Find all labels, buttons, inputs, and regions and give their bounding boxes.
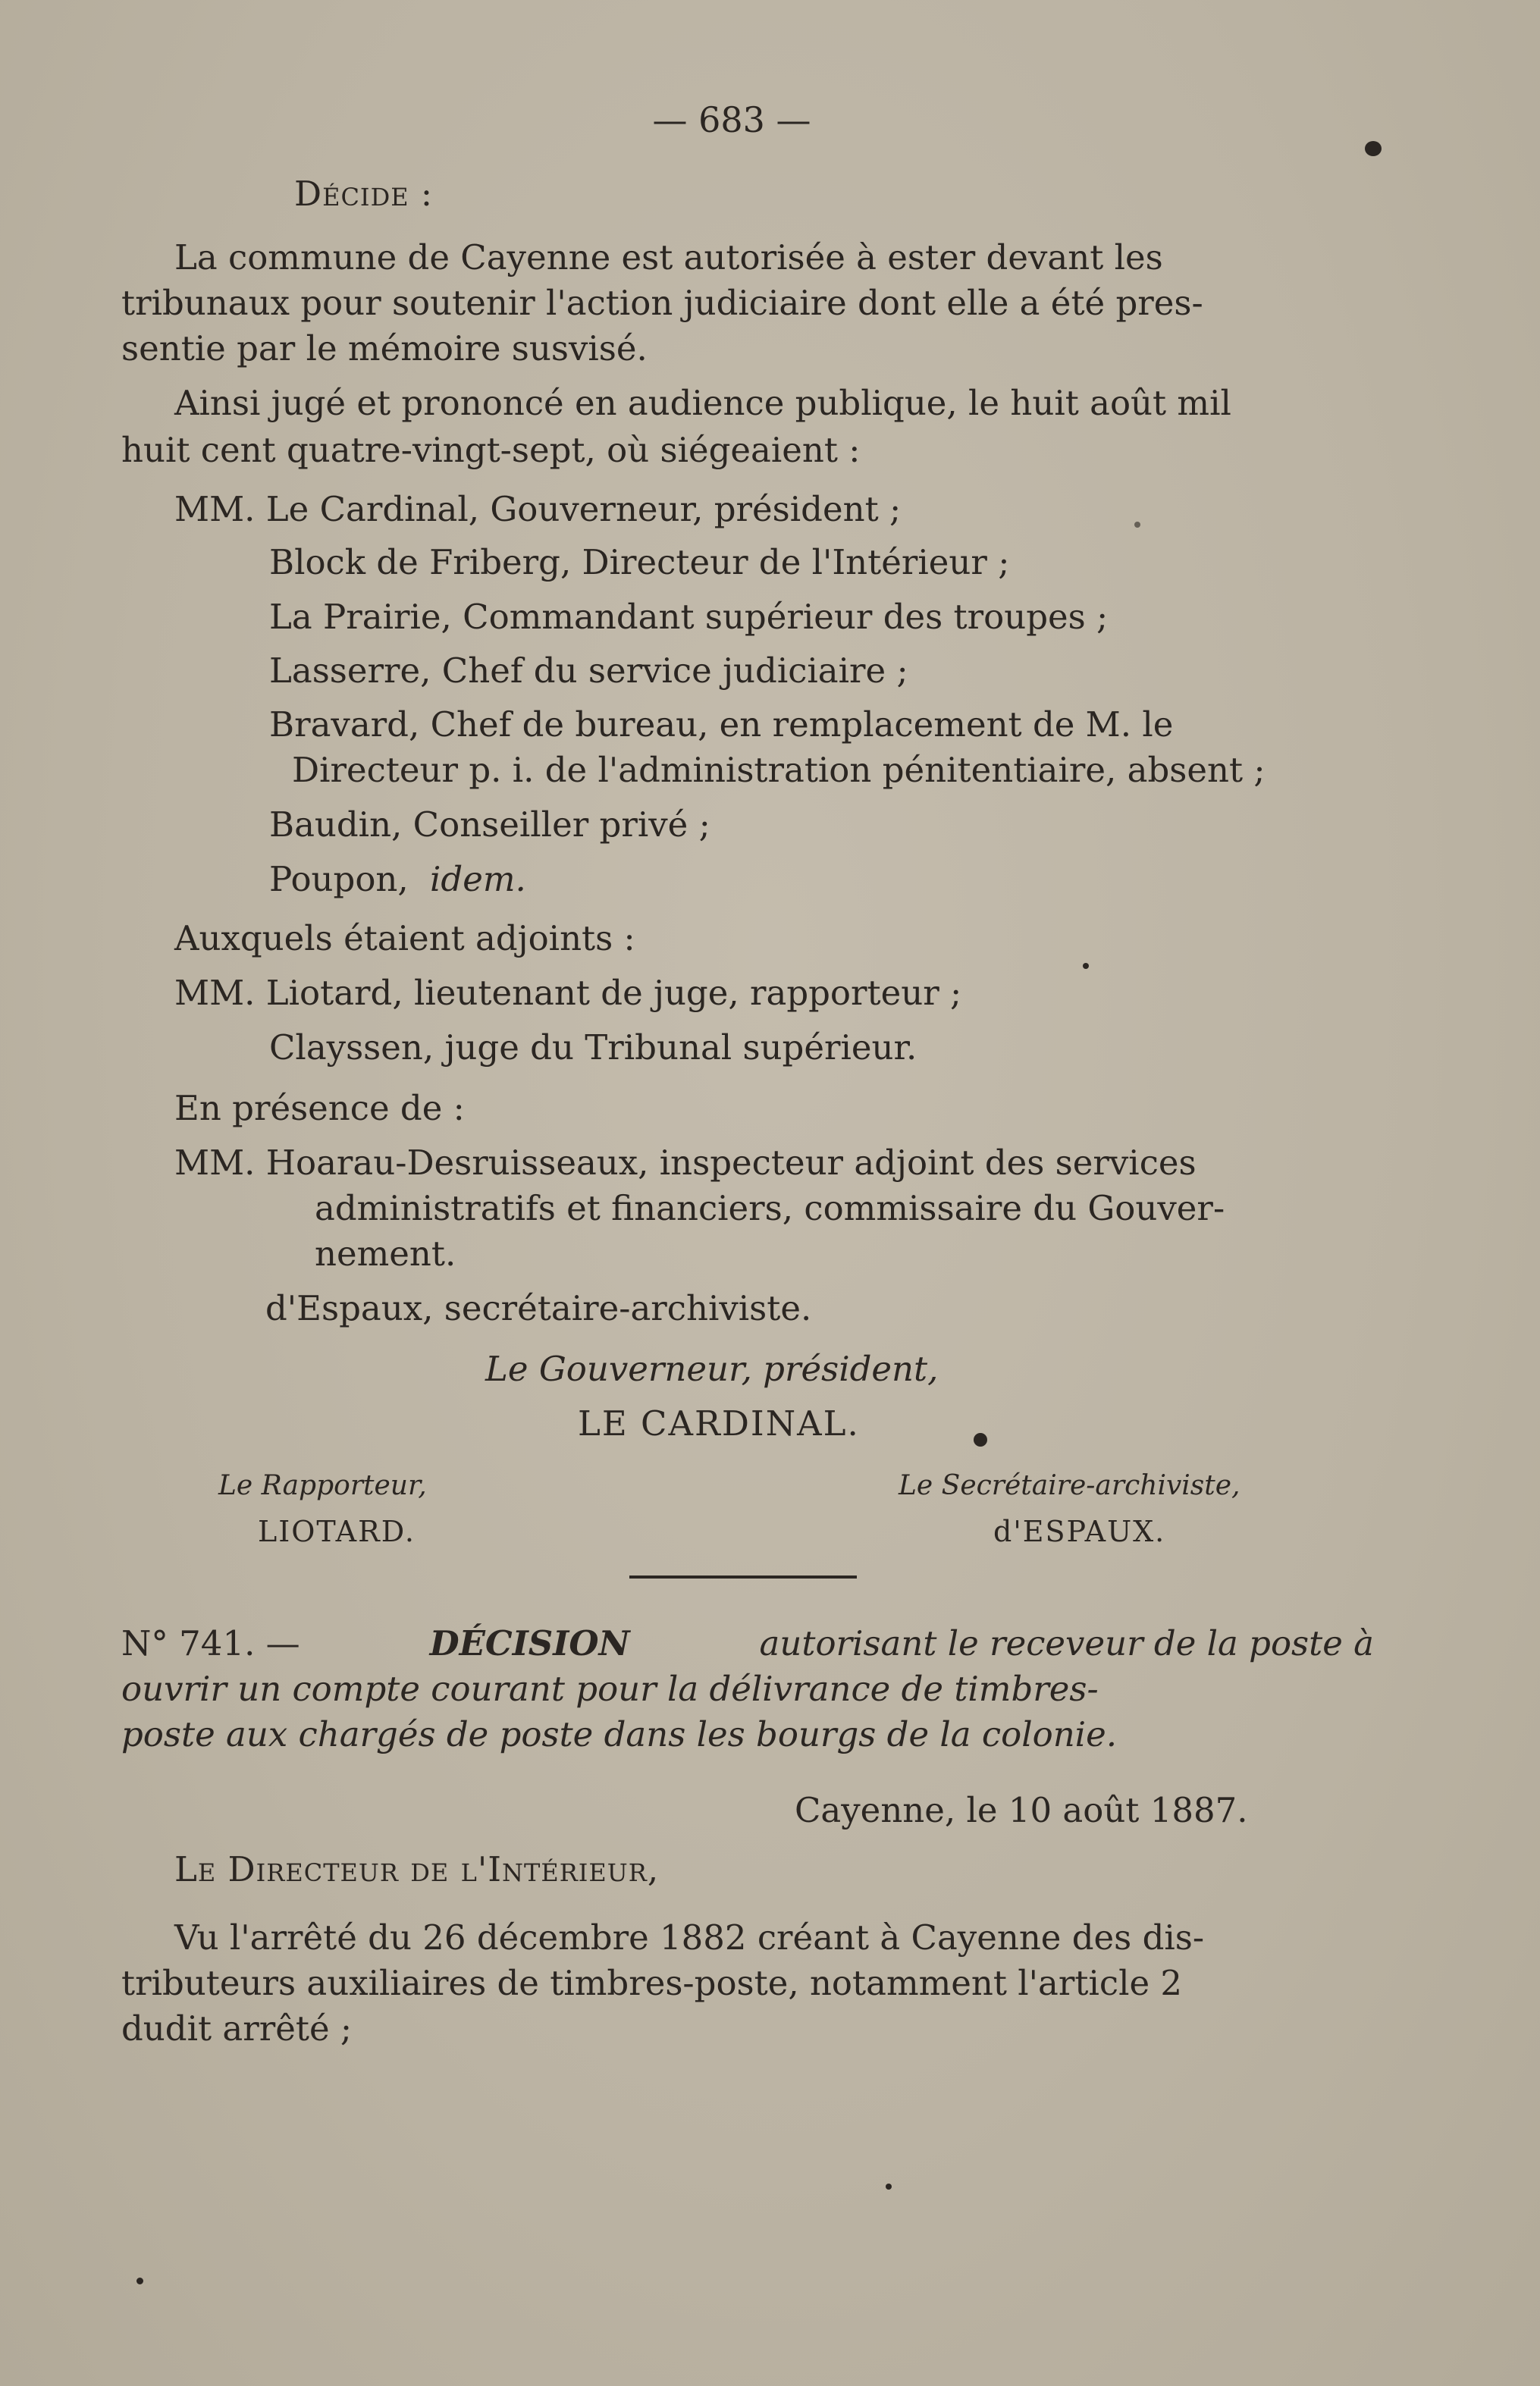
member-line: Block de Friberg, Directeur de l'Intérieur ; (269, 542, 1010, 582)
member-line: La Prairie, Commandant supérieur des troupes ; (269, 597, 1109, 637)
member-line: Baudin, Conseiller privé ; (269, 804, 710, 845)
decide-heading: Décide : (294, 174, 434, 214)
paper-speck (136, 2278, 143, 2284)
text-line: Auxquels étaient adjoints : (174, 918, 635, 958)
section-divider (629, 1576, 857, 1579)
decision-title-line: ouvrir un compte courant pour la délivrance de timbres- (121, 1669, 1099, 1709)
text-line: Ainsi jugé et prononcé en audience publique, le huit août mil (174, 383, 1231, 423)
member-name: Poupon, (269, 859, 409, 899)
paper-speck (1083, 963, 1089, 969)
text-line: huit cent quatre-vingt-sept, où siégeaient : (121, 430, 861, 470)
paper-speck (1365, 141, 1382, 156)
member-line: MM. Liotard, lieutenant de juge, rapporteur ; (174, 973, 962, 1013)
rapporteur-title: Le Rapporteur, (218, 1470, 427, 1501)
member-line (269, 857, 526, 902)
body-line: dudit arrêté ; (121, 2008, 353, 2049)
place-date: Cayenne, le 10 août 1887. (795, 1790, 1248, 1830)
decision-title-line: poste aux chargés de poste dans les bourgs de la colonie. (121, 1714, 1117, 1754)
member-line: Directeur p. i. de l'administration pénitentiaire, absent ; (292, 750, 1266, 790)
decision-number: N° 741. — (121, 1623, 300, 1663)
secretaire-name: d'ESPAUX. (993, 1515, 1166, 1548)
decision-title-line (121, 1621, 1374, 1666)
member-line: MM. Hoarau-Desruisseaux, inspecteur adjoint des services (174, 1143, 1197, 1183)
secretaire-title: Le Secrétaire-archiviste, (899, 1470, 1240, 1501)
member-line: d'Espaux, secrétaire-archiviste. (265, 1288, 812, 1328)
member-line: administratifs et financiers, commissaire du Gouver- (315, 1188, 1225, 1228)
member-line: Lasserre, Chef du service judiciaire ; (269, 651, 908, 691)
paper-speck (1134, 522, 1140, 528)
body-line: tributeurs auxiliaires de timbres-poste, notamment l'article 2 (121, 1963, 1183, 2003)
page-number: — 683 — (652, 99, 811, 140)
text-line: La commune de Cayenne est autorisée à ester devant les (174, 237, 1163, 277)
rapporteur-name: LIOTARD. (258, 1515, 416, 1548)
paper-speck (974, 1433, 987, 1447)
governor-name: LE CARDINAL. (578, 1403, 860, 1444)
decision-author: Le Directeur de l'Intérieur, (174, 1849, 660, 1889)
member-line: MM. Le Cardinal, Gouverneur, président ; (174, 489, 902, 529)
decision-title-text: autorisant le receveur de la poste à (759, 1623, 1374, 1663)
text-line: En présence de : (174, 1088, 465, 1128)
member-role: idem. (430, 859, 526, 899)
member-line: Bravard, Chef de bureau, en remplacement de M. le (269, 704, 1174, 745)
body-line: Vu l'arrêté du 26 décembre 1882 créant à Cayenne des dis- (174, 1917, 1205, 1958)
member-line: nement. (315, 1234, 456, 1274)
text-line: tribunaux pour soutenir l'action judiciaire dont elle a été pres- (121, 283, 1203, 323)
text-line: sentie par le mémoire susvisé. (121, 328, 648, 368)
governor-title: Le Gouverneur, président, (485, 1349, 939, 1389)
member-line: Clayssen, juge du Tribunal supérieur. (269, 1027, 917, 1068)
decision-keyword: DÉCISION (429, 1623, 630, 1663)
paper-speck (886, 2184, 892, 2190)
